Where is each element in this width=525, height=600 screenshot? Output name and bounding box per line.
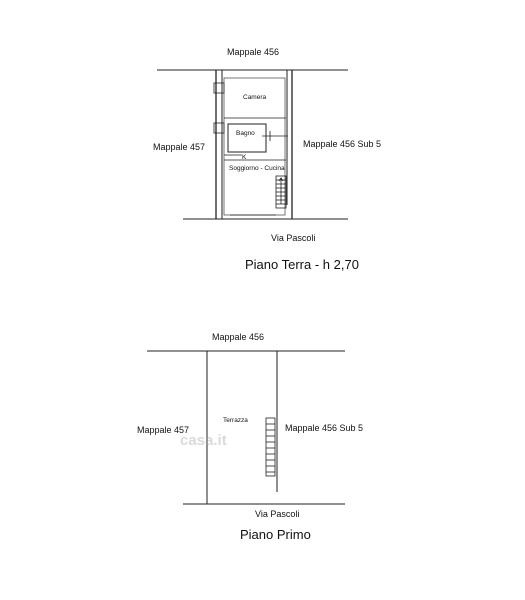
pp-title: Piano Primo bbox=[240, 527, 311, 542]
casa-watermark-logo: casa.it bbox=[180, 432, 227, 449]
pt-room-k: K bbox=[242, 154, 247, 161]
pt-staircase bbox=[276, 176, 286, 208]
pt-bagno-room bbox=[228, 124, 266, 152]
pp-label-mappale-456: Mappale 456 bbox=[212, 332, 265, 342]
pt-title: Piano Terra - h 2,70 bbox=[245, 257, 359, 272]
pt-room-soggiorno-cucina: Soggiorno - Cucina bbox=[229, 165, 285, 172]
pt-room-bagno: Bagno bbox=[236, 130, 255, 137]
pt-label-mappale-456: Mappale 456 bbox=[227, 47, 280, 57]
pp-room-terrazza: Terrazza bbox=[223, 417, 248, 424]
pp-label-via-pascoli: Via Pascoli bbox=[255, 509, 300, 519]
pt-label-mappale-456-sub-5: Mappale 456 Sub 5 bbox=[303, 139, 382, 149]
pp-staircase bbox=[266, 418, 275, 476]
pt-room-camera: Camera bbox=[243, 94, 267, 101]
pp-label-mappale-456-sub-5: Mappale 456 Sub 5 bbox=[285, 423, 364, 433]
pp-label-mappale-457: Mappale 457 bbox=[137, 425, 190, 435]
pt-label-mappale-457: Mappale 457 bbox=[153, 142, 206, 152]
pt-label-via-pascoli: Via Pascoli bbox=[271, 233, 316, 243]
